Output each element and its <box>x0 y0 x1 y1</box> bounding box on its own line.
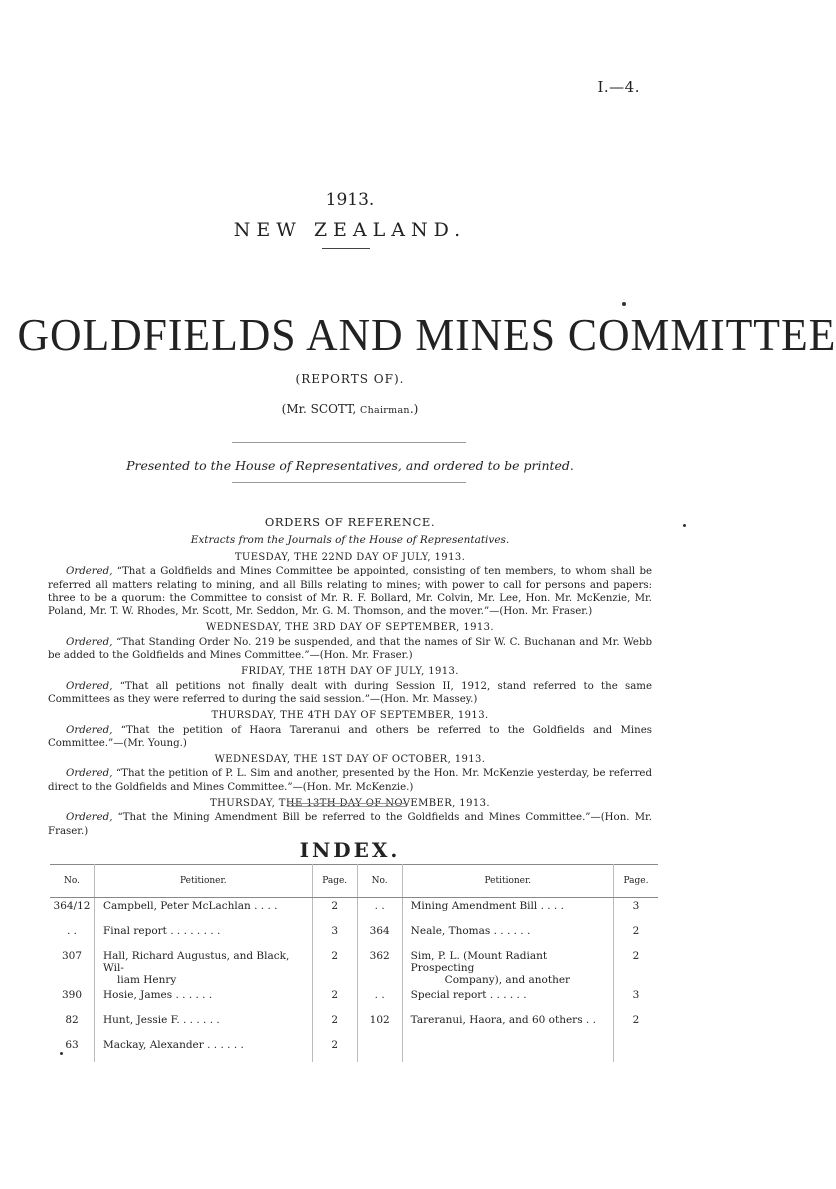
col-no: No. <box>357 865 402 898</box>
petition-number: 307 <box>50 948 95 987</box>
petition-number: 364 <box>357 923 402 948</box>
divider-rule <box>287 806 407 807</box>
order-body: “That the petition of P. L. Sim and another, presented by the Hon. Mr. McKenzie yesterday, be referred direct to the Goldfields and Mines Committee.”—(Hon. Mr. McKenzie.) <box>48 768 652 793</box>
petitioner-name-text: Campbell, Peter McLachlan . . . . <box>103 900 278 912</box>
petitioner-name <box>95 948 313 987</box>
petitioner-name-continued: liam Henry <box>117 974 177 986</box>
col-no: No. <box>50 865 95 898</box>
page-number: 2 <box>632 1014 640 1026</box>
orders-list <box>48 551 652 841</box>
page-number: 2 <box>312 1037 357 1062</box>
order-text <box>48 767 652 794</box>
divider-rule <box>232 442 466 443</box>
petitioner-name-text: Mining Amendment Bill . . . . <box>410 900 564 912</box>
petitioner-name-text: Final report . . . . . . . . <box>103 925 221 937</box>
petitioner-name <box>402 898 613 924</box>
divider-rule <box>232 482 466 483</box>
page-number: 2 <box>632 950 640 962</box>
ink-speck <box>60 1052 63 1055</box>
order-text <box>48 811 652 838</box>
country-rule <box>322 248 370 249</box>
petition-number: . . <box>50 923 95 948</box>
page-number: 2 <box>312 948 357 987</box>
order-body: “That all petitions not finally dealt with during Session II, 1912, stand referred to the same Committees as they were referred to during the said session.”—(Hon. Mr. Massey.) <box>48 680 652 705</box>
orders-heading: ORDERS OF REFERENCE. <box>264 515 436 529</box>
page-number: 3 <box>632 900 640 912</box>
col-page: Page. <box>614 865 659 898</box>
order-text <box>48 636 652 663</box>
order-date: FRIDAY, THE 18TH DAY OF JULY, 1913. <box>241 666 459 678</box>
col-page: Page. <box>312 865 357 898</box>
country: NEW ZEALAND. <box>233 219 467 241</box>
document-reference: I.—4. <box>597 78 640 96</box>
ink-speck <box>683 524 686 527</box>
index-row <box>50 987 658 1012</box>
petitioner-name-text: Special report . . . . . . <box>410 989 527 1001</box>
index-row <box>50 948 658 987</box>
index-table <box>50 864 658 1062</box>
index-row <box>50 898 658 924</box>
page-number: 2 <box>632 925 640 937</box>
order-date: THURSDAY, THE 4TH DAY OF SEPTEMBER, 1913. <box>211 710 489 722</box>
chairman-prefix: (Mr. SCOTT, <box>281 402 361 416</box>
index-header-row <box>50 865 658 898</box>
petitioner-name-text: Hunt, Jessie F. . . . . . . <box>103 1014 220 1026</box>
order-word: Ordered, <box>66 680 113 692</box>
petitioner-name <box>402 923 613 948</box>
col-petitioner: Petitioner. <box>95 865 313 898</box>
petition-number: 390 <box>50 987 95 1012</box>
petitioner-name-text: Mackay, Alexander . . . . . . <box>103 1039 244 1051</box>
petition-number: 63 <box>50 1037 95 1062</box>
page-number: 2 <box>312 987 357 1012</box>
petition-number: 362 <box>357 948 402 987</box>
order-date: WEDNESDAY, THE 1ST DAY OF OCTOBER, 1913. <box>214 754 486 766</box>
index-row <box>50 923 658 948</box>
chairman-suffix: .) <box>409 402 419 416</box>
order-body: “That a Goldfields and Mines Committee be appointed, consisting of ten members, to whom shall be referred all matters relating to mining, and all Bills relating to mines; with power to call for persons and papers: three to be a quorum: the Committee to consist of Mr. R. F. Bollard, Mr. Colvin, Mr. Lee, Hon. Mr. McKenzie, Mr. Poland, Mr. T. W. Rhodes, Mr. Scott, Mr. Seddon, Mr. G. M. Thomson, and the mover.”—(Hon. Mr. Fraser.) <box>48 566 652 618</box>
document-title: GOLDFIELDS AND MINES COMMITTEE <box>17 309 836 360</box>
order-date: THURSDAY, THE 13TH DAY OF NOVEMBER, 1913. <box>210 798 490 810</box>
petition-number: . . <box>357 898 402 924</box>
col-petitioner: Petitioner. <box>402 865 613 898</box>
order-body: “That the Mining Amendment Bill be referred to the Goldfields and Mines Committee.”—(Hon. Mr. Fraser.) <box>48 812 652 837</box>
petitioner-name <box>95 923 313 948</box>
petitioner-name-text: Tareranui, Haora, and 60 others . . <box>410 1014 596 1026</box>
petitioner-name <box>95 898 313 924</box>
divider-rule <box>287 803 407 804</box>
petition-number: 82 <box>50 1012 95 1037</box>
petition-number: 364/12 <box>50 898 95 924</box>
index-heading: INDEX. <box>299 838 401 862</box>
index-row <box>50 1037 658 1062</box>
petition-number: 102 <box>357 1012 402 1037</box>
petitioner-name <box>95 1037 313 1062</box>
order-body: “That the petition of Haora Tareranui and others be referred to the Goldfields and Mines Committee.”—(Mr. Young.) <box>48 724 652 749</box>
page-number: 3 <box>312 923 357 948</box>
order-word: Ordered, <box>66 636 113 648</box>
petition-number <box>357 1037 402 1062</box>
order-text <box>48 680 652 707</box>
petitioner-name-continued: Company), and another <box>444 974 571 986</box>
year: 1913. <box>325 190 375 210</box>
order-word: Ordered, <box>66 812 113 824</box>
chairman-line <box>0 402 700 416</box>
order-word: Ordered, <box>66 724 113 736</box>
ink-speck <box>622 302 626 306</box>
petitioner-name <box>402 987 613 1012</box>
petitioner-name-text: Neale, Thomas . . . . . . <box>410 925 531 937</box>
order-text <box>48 724 652 751</box>
index-row <box>50 1012 658 1037</box>
petitioner-name <box>95 1012 313 1037</box>
chairman-role: Chairman <box>360 405 410 416</box>
petitioner-name <box>402 1012 613 1037</box>
order-date: TUESDAY, THE 22ND DAY OF JULY, 1913. <box>234 552 466 563</box>
orders-extracts: Extracts from the Journals of the House of Representatives. <box>190 534 510 546</box>
petitioner-name <box>402 1037 613 1062</box>
page-number: 3 <box>632 989 640 1001</box>
petitioner-name-text: Hosie, James . . . . . . <box>103 989 213 1001</box>
petitioner-name-text: Hall, Richard Augustus, and Black, Wil- <box>103 950 290 974</box>
document-subtitle: (REPORTS OF). <box>295 372 405 386</box>
order-date: WEDNESDAY, THE 3RD DAY OF SEPTEMBER, 1913. <box>206 622 494 634</box>
order-body: “That Standing Order No. 219 be suspended, and that the names of Sir W. C. Buchanan and Mr. Webb be added to the Goldfields and Mines Committee.”—(Hon. Mr. Fraser.) <box>48 636 652 662</box>
presented-line: Presented to the House of Representatives, and ordered to be printed. <box>126 458 574 473</box>
petition-number: . . <box>357 987 402 1012</box>
page-number: 2 <box>312 1012 357 1037</box>
order-word: Ordered, <box>66 566 113 578</box>
order-text <box>48 565 652 618</box>
order-word: Ordered, <box>66 768 113 780</box>
petitioner-name <box>402 948 613 987</box>
page-number: 2 <box>312 898 357 924</box>
petitioner-name <box>95 987 313 1012</box>
page-number <box>614 1037 659 1062</box>
petitioner-name-text: Sim, P. L. (Mount Radiant Prospecting <box>410 950 548 974</box>
